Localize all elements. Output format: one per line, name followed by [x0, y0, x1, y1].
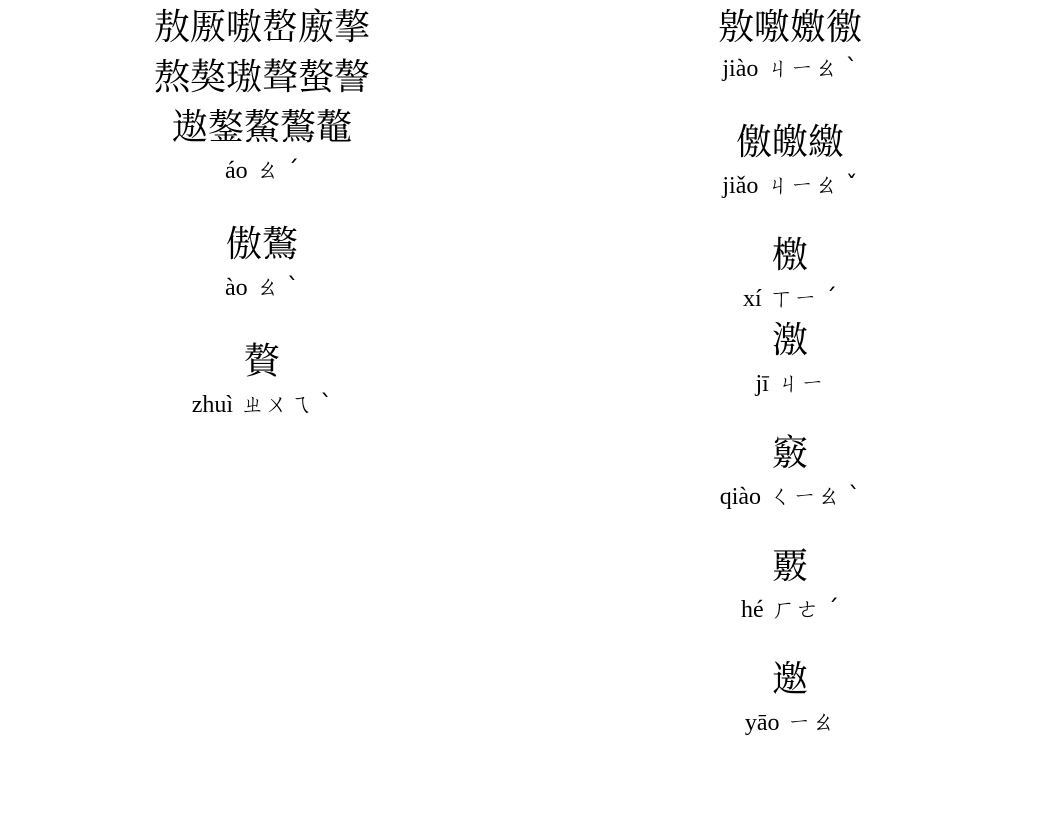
reading-zhui4: [112, 392, 412, 417]
hanzi-ao2-line2: 熬獒璈聱螯謷: [153, 57, 370, 98]
hanzi-xi2: 檄: [771, 235, 808, 276]
pinyin-jiao4: jiào: [722, 56, 759, 82]
reading-jiao3: [640, 173, 940, 198]
hanzi-ao2-line3: 遨鏊鰲鷔鼇: [171, 107, 352, 148]
bopomofo-qiao4: ㄑㄧㄠ ˋ: [768, 482, 861, 510]
pinyin-ao4: ào: [225, 275, 248, 301]
hanzi-qiao4: 竅: [771, 433, 808, 474]
pinyin-jiao3: jiǎo: [722, 173, 759, 199]
hanzi-ji1: 激: [771, 320, 808, 361]
reading-he2: [640, 597, 940, 622]
pinyin-ji1: jī: [755, 371, 769, 397]
reading-qiao4: [640, 484, 940, 509]
hanzi-ao4: 傲鷔: [225, 224, 298, 265]
pinyin-he2: hé: [741, 597, 764, 623]
hanzi-ao2-line1: 敖厫嗷嶅廒摮: [153, 7, 370, 48]
pinyin-ao2: áo: [225, 158, 248, 184]
reading-ao4: [112, 275, 412, 300]
hanzi-jiao3: 儌皦繳: [735, 122, 844, 163]
pinyin-yao1: yāo: [744, 710, 780, 736]
bopomofo-xi2: ㄒㄧ ˊ: [769, 284, 837, 312]
bopomofo-ao4: ㄠ ˋ: [255, 273, 299, 301]
bopomofo-ji1: ㄐㄧ: [776, 369, 825, 397]
left-column: [112, 0, 412, 417]
hanzi-he2: 覈: [771, 546, 808, 587]
bopomofo-zhui4: ㄓㄨㄟ ˋ: [240, 390, 333, 418]
bopomofo-jiao3: ㄐㄧㄠ ˇ: [766, 171, 858, 199]
hanzi-jiao4: 敫噭嬓徼: [717, 7, 862, 48]
hanzi-zhui4: 贅: [243, 341, 280, 382]
reading-jiao4: [640, 56, 940, 81]
reading-ji1: [640, 371, 940, 396]
bopomofo-yao1: ㄧㄠ: [787, 708, 836, 736]
reading-xi2: [640, 286, 940, 311]
bopomofo-ao2: ㄠ ˊ: [255, 156, 299, 184]
hanzi-yao1: 邀: [771, 659, 808, 700]
right-column: [640, 0, 940, 735]
pinyin-zhui4: zhuì: [191, 392, 234, 418]
pinyin-xi2: xí: [743, 286, 762, 312]
bopomofo-he2: ㄏㄜ ˊ: [771, 595, 839, 623]
reading-ao2: [112, 158, 412, 183]
reading-yao1: [640, 710, 940, 735]
pinyin-qiao4: qiào: [719, 484, 762, 510]
bopomofo-jiao4: ㄐㄧㄠ ˋ: [766, 54, 858, 82]
